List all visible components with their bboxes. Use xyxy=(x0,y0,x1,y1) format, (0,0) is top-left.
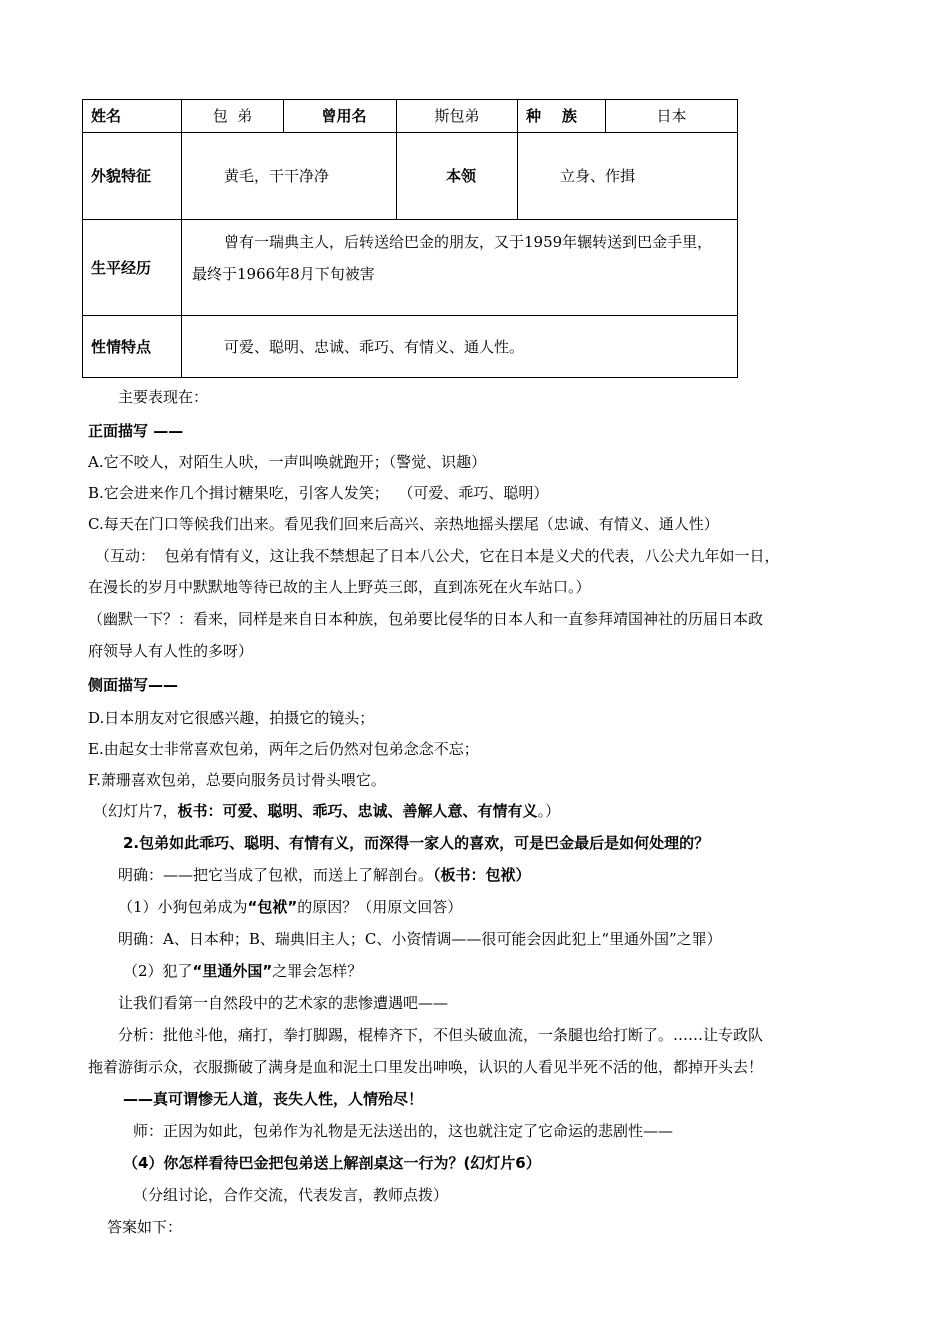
side-item-e: E.由起女士非常喜欢包弟，两年之后仍然对包弟念念不忘； xyxy=(88,740,479,758)
side-item-f: F.萧珊喜欢包弟，总要向服务员讨骨头喂它。 xyxy=(88,771,386,789)
front-item-a: A.它不咬人，对陌生人吠，一声叫唤就跑开；（警觉、识趣） xyxy=(88,453,487,471)
answer-intro: 答案如下： xyxy=(107,1218,183,1236)
sub-question-1-answer: 明确：A、日本种；B、瑞典旧主人；C、小资情调——很可能会因此犯上“里通外国”之罪） xyxy=(118,930,722,948)
table-row xyxy=(83,220,738,316)
name-value: 包 弟 xyxy=(182,100,284,133)
character-label: 性情特点 xyxy=(83,316,182,378)
name-label: 姓名 xyxy=(83,100,182,133)
slide7-prefix: （幻灯片7， xyxy=(93,802,178,820)
artist-intro: 让我们看第一自然段中的艺术家的悲惨遭遇吧—— xyxy=(118,994,449,1012)
slide7-suffix: 。） xyxy=(537,802,561,820)
skill-label: 本领 xyxy=(397,133,518,220)
history-label: 生平经历 xyxy=(83,220,182,316)
skill-value: 立身、作揖 xyxy=(518,133,738,220)
sub-question-1-prefix: （1）小狗包弟成为 xyxy=(118,898,248,916)
side-item-d: D.日本朋友对它很感兴趣，拍摄它的镜头； xyxy=(88,709,375,727)
sub-question-1 xyxy=(118,896,462,918)
former-name-value: 斯包弟 xyxy=(397,100,518,133)
appearance-value: 黄毛，干干净净 xyxy=(182,133,397,220)
appearance-label: 外貌特征 xyxy=(83,133,182,220)
sub-question-2-prefix: （2）犯了 xyxy=(123,962,193,980)
sub-question-2-bold: “里通外国” xyxy=(192,962,273,980)
question-4: （4）你怎样看待巴金把包弟送上解剖桌这一行为？(幻灯片6） xyxy=(123,1154,541,1172)
main-intro: 主要表现在： xyxy=(118,388,209,406)
side-heading: 侧面描写—— xyxy=(88,676,179,694)
slide7-note xyxy=(93,800,560,822)
summary-line: ——真可谓惨无人道，丧失人性，人情殆尽！ xyxy=(123,1090,424,1108)
table-row xyxy=(83,133,738,220)
sub-question-1-bold: “包袱” xyxy=(247,898,298,916)
analysis-line-1: 分析：批他斗他，痛打，拳打脚踢，棍棒齐下，不但头破血流，一条腿也给打断了。……让专政队 xyxy=(118,1026,764,1044)
humor-line-1: （幽默一下？：看来，同样是来自日本种族，包弟要比侵华的日本人和一直参拜靖国神社的历届日本政 xyxy=(88,610,764,628)
dog-profile-table xyxy=(82,99,738,378)
breed-value: 日本 xyxy=(606,100,738,133)
question-2-answer-text: 明确：——把它当成了包袱，而送上了解剖台。 xyxy=(118,866,434,884)
front-item-c: C.每天在门口等候我们出来。看见我们回来后高兴、亲热地摇头摆尾（忠诚、有情义、通人性） xyxy=(88,515,719,533)
interaction-line-2: 在漫长的岁月中默默地等待已故的主人上野英三郎，直到冻死在火车站口。） xyxy=(88,578,591,596)
table-row xyxy=(83,316,738,378)
question-2: 2.包弟如此乖巧、聪明、有情有义，而深得一家人的喜欢，可是巴金最后是如何处理的？ xyxy=(123,834,710,852)
front-item-b: B.它会进来作几个揖讨糖果吃，引客人发笑； （可爱、乖巧、聪明） xyxy=(88,484,549,502)
character-value: 可爱、聪明、忠诚、乖巧、有情义、通人性。 xyxy=(182,316,738,378)
group-discussion: （分组讨论，合作交流，代表发言，教师点拨） xyxy=(133,1186,449,1204)
history-value: 曾有一瑞典主人，后转送给巴金的朋友，又于1959年辗转送到巴金手里，最终于1966年8月下旬被害 xyxy=(182,220,738,316)
interaction-line-1: （互动： 包弟有情有义，这让我不禁想起了日本八公犬，它在日本是义犬的代表，八公犬九年如一日， xyxy=(95,547,780,565)
sub-question-2-suffix: 之罪会怎样？ xyxy=(272,962,363,980)
humor-line-2: 府领导人有人性的多呀） xyxy=(88,642,254,660)
question-2-answer xyxy=(118,864,531,886)
former-name-label: 曾用名 xyxy=(284,100,397,133)
front-heading: 正面描写 —— xyxy=(88,422,184,440)
teacher-line: 师：正因为如此，包弟作为礼物是无法送出的，这也就注定了它命运的悲剧性—— xyxy=(133,1122,674,1140)
board-baofu: （板书：包袱） xyxy=(433,866,531,884)
breed-label: 种 族 xyxy=(518,100,606,133)
analysis-line-2: 拖着游街示众，衣服撕破了满身是血和泥土口里发出呻唤，认识的人看见半死不活的他，都掉开头去！ xyxy=(88,1058,764,1076)
slide7-board: 板书：可爱、聪明、乖巧、忠诚、善解人意、有情有义 xyxy=(177,802,538,820)
table-row xyxy=(83,100,738,133)
sub-question-1-suffix: 的原因？（用原文回答） xyxy=(297,898,463,916)
sub-question-2 xyxy=(123,960,362,982)
